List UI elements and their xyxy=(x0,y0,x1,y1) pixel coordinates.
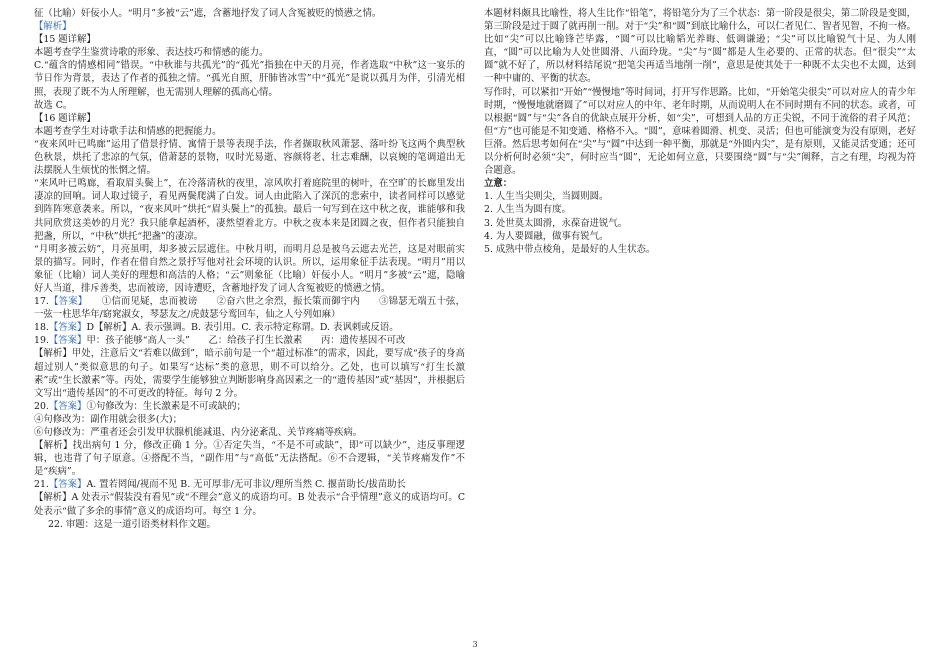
answer-text: A. 置若罔闻/视而不见 B. 无可厚非/无可非议/理所当然 C. 揠苗助长/拔苗助长 xyxy=(86,479,406,491)
page-number: 3 xyxy=(472,640,478,649)
right-paragraph: 2. 人生当为圆有度。 xyxy=(484,204,571,216)
left-paragraph: 本题考查学生鉴赏诗歌的形象、表达技巧和情感的能力。 xyxy=(34,47,269,59)
question-number: 20. xyxy=(34,400,49,412)
answer-tag: 【答案】 xyxy=(48,296,83,308)
left-paragraph: 22. 审题：这是一道引语类材料作文题。 xyxy=(48,518,216,530)
right-column xyxy=(484,7,916,256)
answer-tag: 【答案】 xyxy=(48,400,87,412)
right-paragraph: 写作时，可以紧扣“开始”“慢慢地”等时间词，打开写作思路。比如，“开始笔尖很尖”可以对应人的青少年时期，“慢慢地就磨圆了”可以对应人的中年、老年时期，从而说明人在不同时期有不同的状态。或者，可以根据“圆”与“尖”各自的优缺点展开分析，如“尖”，可想到人品的方正尖锐，不同于流俗的君子风范；但“方”也可能是不知变通、格格不入。“圆”，意味着圆滑、机变、灵活；但也可能演变为没有原则，老好巨滑。然后思考如何在“尖”与“圆”中达到一种平衡，那就是“外圆内尖”，是有原则，又能灵活变通；还可以分析何时必须“尖”，何时应当“圆”，无论如何立意，只要围绕“圆”与“尖”阐释，言之有理，均视为符合题意。 xyxy=(484,86,916,177)
left-paragraph xyxy=(34,334,465,347)
left-paragraph: 故选 C。 xyxy=(34,99,73,111)
left-paragraph: “月明多被云妨”，月亮虽明，却多被云层遮住。中秋月明，而明月总是被乌云遮去光芒，这是对眼前实景的描写。同时，作者在借自然之景抒写他对社会环境的认识。所以，运用象征手法表现。“明月”用以象征（比喻）词人美好的理想和高洁的人格；“云”则象征（比喻）奸佞小人。“明月”多被“云”遮，隐喻好人当道，排斥善类，忠而被谤，因诗遭贬，含蓄地抒发了词人含冤被贬的愤懑之情。 xyxy=(34,243,465,294)
answer-tag: 【答案】 xyxy=(48,479,87,491)
question-number: 17. xyxy=(34,296,49,308)
left-paragraph: “来风叶已鸣廊，看取眉头鬓上”，在冷落清秋的夜里，凉风吹打着庭院里的树叶，在空旷的长廊里发出凄凉的回响。词人取过镜子，看见两鬓爬满了白发。词人由此陷入了深沉的悲索中，读者同样可以感觉到阵阵寒意袭来。所以，“夜来风叶”烘托“眉头鬓上”的孤独。最后一句写到在这中秋之夜，谁能够和我共同欣赏这美妙的月光？我只能拿起酒杯，凄然望着北方。中秋之夜本来是团圆之夜，但作者只能独自把盏，所以，“中秋”烘托“把盏”的凄凉。 xyxy=(34,178,465,242)
answer-text: ①信而见疑，忠而被谤 ②奋六世之余烈，振长策而御宇内 ③锦瑟无端五十弦，一弦一柱思华年/窈窕淑女，琴瑟友之/虎鼓瑟兮鸾回车，仙之人兮列如麻） xyxy=(34,296,465,321)
question-number: 18. xyxy=(34,322,49,334)
left-paragraph: ⑥句修改为：严重者还会引发甲状腺机能减退、内分泌紊乱、关节疼痛等疾病。 xyxy=(34,427,363,438)
answer-tag: 【答案】 xyxy=(48,335,87,347)
question-number: 19. xyxy=(34,335,49,347)
answer-tag: 【答案】 xyxy=(48,322,87,334)
right-paragraph: 立意： xyxy=(484,178,513,190)
right-paragraph: 本题材料颇具比喻性，将人生比作“铅笔”，将铅笔分为了三个状态：第一阶段是很尖，第二阶段是变圆，第三阶段是过于圆了就再削一削。对于“尖”和“圆”到底比喻什么，可以仁者见仁、智者见智，不拘一格。比如“尖”可以比喻锋芒毕露，“圆”可以比喻韬光养晦、低调谦逊；“尖”可以比喻锐气十足、为人刚直，“圆”可以比喻为人处世圆滑、八面玲珑。“尖”与“圆”都是人生必要的、正常的状态。但“很尖”“太圆”就不好了，所以材料结尾说“把笔尖再适当地削一削”，意思是使其处于一种既不太尖也不太圆，达到一种中庸的、平衡的状态。 xyxy=(484,8,916,85)
left-paragraph xyxy=(34,321,465,334)
left-paragraph: 本题考查学生对诗歌手法和情感的把握能力。 xyxy=(34,125,222,137)
answer-text: D【解析】A. 表示强调。B. 表引用。C. 表示特定称谓。D. 表讽刺或反语。 xyxy=(86,322,399,334)
left-paragraph: C.“蕴含的情感相同”错误。“中秋谁与共孤光”的“孤光”指独在中天的月亮，作者选取“中秋”这一宴乐的节日作为背景，表达了作者的孤独之情。“孤光自照，肝肺皆冰雪”中“孤光”是说以孤月为伴，引清光相照，表现了既不为人所理解，也无需别人理解的孤高心情。 xyxy=(34,60,465,98)
right-paragraph: 5. 成熟中带点棱角，是最好的人生状态。 xyxy=(484,243,656,255)
left-paragraph: “夜来风叶已鸣廊”运用了借景抒情、寓情于景等表现手法，作者撷取秋风萧瑟、落叶纷飞这两个典型秋色秋景，烘托了悲凉的气氛，借萧瑟的景物，叹时光易逝、容颜将老、壮志难酬，以哀婉的笔调道出无法摆脱人生烦忧的怅惘之情。 xyxy=(34,138,465,177)
question-number: 21. xyxy=(34,479,49,491)
left-paragraph: 【解析】A 处表示“假装没有看见”或“不理会”意义的成语均可。B 处表示“合乎情理”意义的成语均可。C 处表示“做了多余的事情”意义的成语均可。每空 1 分。 xyxy=(34,492,465,517)
answer-text: 甲：孩子能够“高人一头” 乙：给孩子打生长激素 丙：遗传基因不可改 xyxy=(86,335,406,347)
right-paragraph: 3. 处世莫太圆滑，永葆奋进锐气。 xyxy=(484,217,628,229)
right-paragraph: 4. 为人要圆融，做事有锐气。 xyxy=(484,230,609,242)
left-column xyxy=(34,7,465,531)
left-paragraph: 【解析】甲处，注意后文“若难以做到”，暗示前句是一个“超过标准”的需求，因此，要写成“孩子的身高超过别人”类似意思的句子。如果写“达标”类的意思，则不可以给分。乙处，也可以填写“打生长激素”或“生长激素”等。丙处，需要学生能够独立判断影响身高因素之一的“遗传基因”或“基因”，并根据后文写出“遗传基因”的不可更改的特征。每句 2 分。 xyxy=(34,348,465,399)
left-paragraph: ④句修改为：副作用就会很多(大)； xyxy=(34,413,182,425)
left-paragraph: 征（比喻）奸佞小人。“明月”多被“云”遮，含蓄地抒发了词人含冤被贬的愤懑之情。 xyxy=(34,8,382,19)
left-paragraph xyxy=(34,478,465,491)
left-paragraph: 【16 题详解】 xyxy=(34,112,96,124)
left-paragraph: 【解析】找出病句 1 分，修改正确 1 分。①否定失当，“不是不可或缺”，即“可以缺少”，违反事理逻辑，也违背了句子原意。④搭配不当，“副作用”与“高低”无法搭配。⑥不合逻辑，“关节疼痛发作”不是“疾病”。 xyxy=(34,440,465,478)
left-paragraph xyxy=(34,295,465,321)
left-paragraph: 【解析】 xyxy=(34,21,72,33)
answer-text: ①句修改为：生长激素是不可或缺的； xyxy=(86,400,246,412)
left-paragraph: 【15 题详解】 xyxy=(34,34,96,46)
left-paragraph xyxy=(34,400,465,413)
right-paragraph: 1. 人生当尖则尖，当圆则圆。 xyxy=(484,191,609,203)
